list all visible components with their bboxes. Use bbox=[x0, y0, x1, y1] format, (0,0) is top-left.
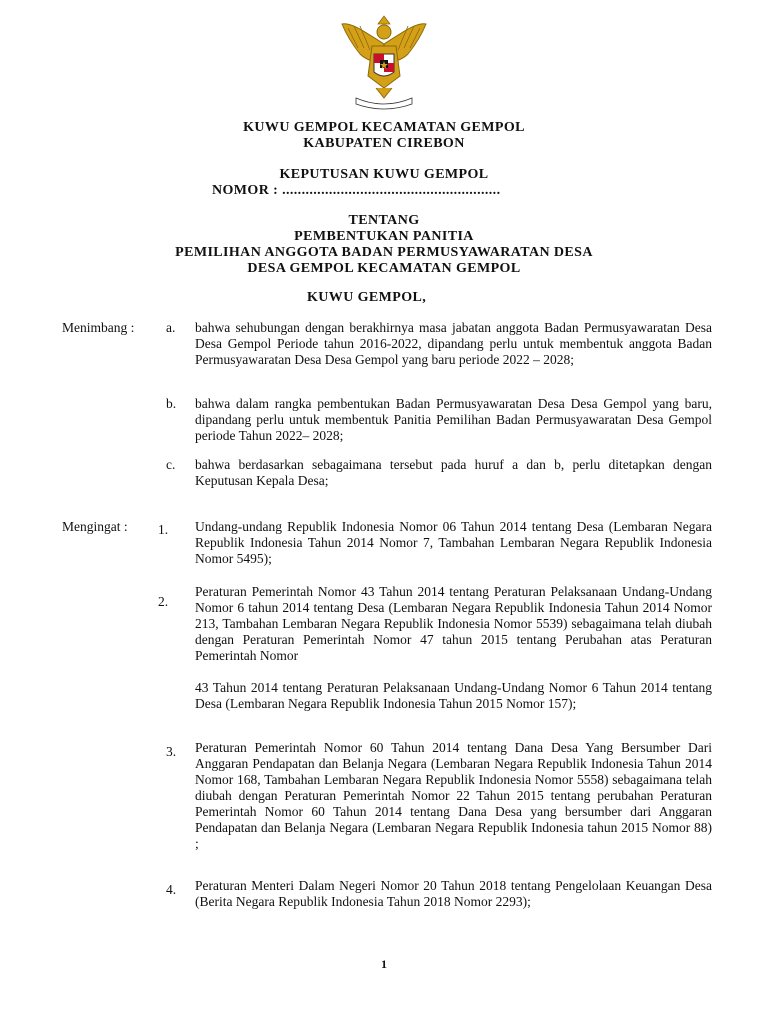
menimbang-item-a: bahwa sehubungan dengan berakhirnya masa jabatan anggota Badan Permusyawaratan Desa Desa Gempol Periode tahun 2016-2022, dipandang perlu untuk membentuk anggota Badan Permusyawaratan Desa Desa Gempol yang baru periode 2022 – 2028; bbox=[195, 320, 712, 367]
mengingat-item-2-continued: 43 Tahun 2014 tentang Peraturan Pelaksanaan Undang-Undang Nomor 6 Tahun 2014 tentang Desa (Lembaran Negara Republik Indonesia Tahun 2015 Nomor 157); bbox=[195, 680, 712, 711]
mengingat-marker-2: 2. bbox=[158, 594, 169, 609]
mengingat-item-4: Peraturan Menteri Dalam Negeri Nomor 20 Tahun 2018 tentang Pengelolaan Keuangan Desa (Berita Negara Republik Indonesia Tahun 2018 Nomor 2293); bbox=[195, 878, 712, 909]
office-title: KUWU GEMPOL KECAMATAN GEMPOL bbox=[243, 120, 525, 135]
menimbang-marker-b: b. bbox=[166, 396, 177, 411]
regency-title: KABUPATEN CIREBON bbox=[303, 136, 465, 151]
signatory-heading: KUWU GEMPOL, bbox=[307, 290, 427, 305]
page-number: 1 bbox=[381, 957, 387, 971]
subject-line-2: PEMILIHAN ANGGOTA BADAN PERMUSYAWARATAN DESA bbox=[175, 245, 593, 260]
mengingat-item-1: Undang-undang Republik Indonesia Nomor 06 Tahun 2014 tentang Desa (Lembaran Negara Republik Indonesia Tahun 2014 Nomor 7, Tambahan Lembaran Negara Republik Indonesia Nomor 5495); bbox=[195, 519, 712, 566]
mengingat-marker-4: 4. bbox=[166, 882, 177, 897]
decree-number: NOMOR : ........................................................ bbox=[212, 183, 501, 198]
subject-line-3: DESA GEMPOL KECAMATAN GEMPOL bbox=[247, 261, 521, 276]
mengingat-marker-1: 1. bbox=[158, 522, 169, 537]
subject-line-1: PEMBENTUKAN PANITIA bbox=[294, 229, 474, 244]
garuda-emblem-icon bbox=[338, 14, 430, 110]
mengingat-label: Mengingat : bbox=[62, 519, 128, 534]
mengingat-marker-3: 3. bbox=[166, 744, 177, 759]
menimbang-label: Menimbang : bbox=[62, 320, 135, 335]
mengingat-item-2: Peraturan Pemerintah Nomor 43 Tahun 2014 tentang Peraturan Pelaksanaan Undang-Undang Nomor 6 tahun 2014 tentang Desa (Lembaran Negara Republik Indonesia Tahun 2014 Nomor 213, Tambahan Lembaran Negara Republik Indonesia Nomor 5539) sebagaimana telah diubah dengan Peraturan Pemerintah Nomor 47 tahun 2015 tentang Perubahan atas Peraturan Pemerintah Nomor bbox=[195, 584, 712, 663]
about-heading: TENTANG bbox=[348, 213, 420, 228]
menimbang-item-c: bahwa berdasarkan sebagaimana tersebut pada huruf a dan b, perlu ditetapkan dengan Keputusan Kepala Desa; bbox=[195, 457, 712, 488]
menimbang-item-b: bahwa dalam rangka pembentukan Badan Permusyawaratan Desa Desa Gempol yang baru, dipandang perlu untuk membentuk Panitia Pemilihan Badan Permusyawaratan Desa Gempol periode Tahun 2022– 2028; bbox=[195, 396, 712, 443]
menimbang-marker-c: c. bbox=[166, 457, 176, 472]
decree-title: KEPUTUSAN KUWU GEMPOL bbox=[279, 167, 489, 182]
menimbang-marker-a: a. bbox=[166, 320, 176, 335]
mengingat-item-3: Peraturan Pemerintah Nomor 60 Tahun 2014 tentang Dana Desa Yang Bersumber Dari Anggaran Pendapatan dan Belanja Negara (Lembaran Negara Republik Indonesia Tahun 2014 Nomor 168, Tambahan Lembaran Negara Republik Indonesia Nomor 5558) sebagaimana telah diubah dengan Peraturan Pemerintah Nomor 22 Tahun 2015 tentang perubahan Peraturan Pemerintah Nomor 60 Tahun 2014 tentang Dana Desa yang bersumber dari Anggaran Pendapatan dan Belanja Negara (Lembaran Negara Republik Indonesia tahun 2015 Nomor 88) ; bbox=[195, 740, 712, 851]
